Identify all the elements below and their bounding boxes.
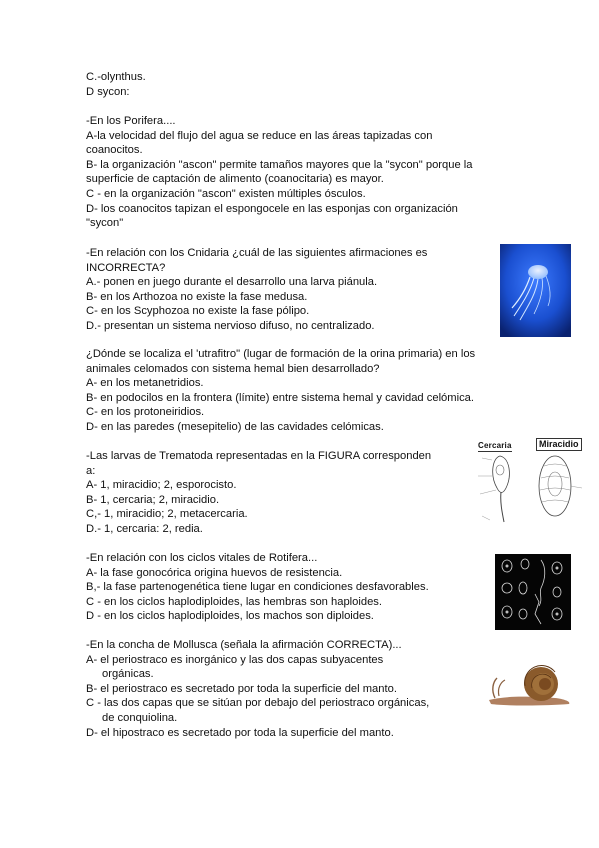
option-text: B- la organización "ascon" permite tamaños mayores que la "sycon" porque la <box>86 158 473 171</box>
snail-image <box>485 660 575 710</box>
option-text: C - en la organización "ascon" existen múltiples ósculos. <box>86 187 366 200</box>
trematoda-figure <box>470 436 584 528</box>
option-text: B- en podocilos en la frontera (límite) entre sistema hemal y cavidad celómica. <box>86 391 475 404</box>
question-text: a: <box>86 464 96 477</box>
option-text: A- en los metanetridios. <box>86 377 204 390</box>
question-porifera <box>86 114 516 231</box>
jellyfish-image <box>500 244 571 337</box>
option-text: B- el periostraco es secretado por toda la superficie del manto. <box>86 682 397 695</box>
question-text: -En la concha de Mollusca (señala la afirmación CORRECTA)... <box>86 639 402 651</box>
option-text: superficie de captación de alimento (coanocitaria) es mayor. <box>86 173 384 186</box>
option-text: B- 1, cercaria; 2, miracidio. <box>86 493 220 506</box>
figure-label-miracidio: Miracidio <box>536 438 582 451</box>
question-text: -En relación con los Cnidaria ¿cuál de las siguientes afirmaciones es <box>86 247 428 259</box>
option-text: D- el hipostraco es secretado por toda la superficie del manto. <box>86 726 394 739</box>
question-mollusca <box>86 638 506 740</box>
intro-line: C.-olynthus. <box>86 71 146 83</box>
question-ultrafiltro <box>86 347 506 435</box>
option-text: A- la fase gonocórica origina huevos de resistencia. <box>86 566 343 579</box>
option-text: de conquiolina. <box>102 711 178 724</box>
option-text: C,- 1, miracidio; 2, metacercaria. <box>86 508 248 521</box>
option-text: C - las dos capas que se sitúan por debajo del periostraco orgánicas, <box>86 697 430 710</box>
option-text: orgánicas. <box>102 668 154 681</box>
option-text: coanocitos. <box>86 144 143 157</box>
option-text: D- en las paredes (mesepitelio) de las cavidades celómicas. <box>86 420 384 433</box>
option-text: B- en los Arthozoa no existe la fase medusa. <box>86 290 308 303</box>
option-text: D.- presentan un sistema nervioso difuso, no centralizado. <box>86 319 375 332</box>
option-text: D - en los ciclos haplodiploides, los machos son diploides. <box>86 610 374 623</box>
intro-block <box>86 70 506 99</box>
option-text: A- 1, miracidio; 2, esporocisto. <box>86 479 237 492</box>
figure-label-cercaria: Cercaria <box>478 441 512 450</box>
option-text: B,- la fase partenogenética tiene lugar en condiciones desfavorables. <box>86 581 429 594</box>
option-text: A.- ponen en juego durante el desarrollo una larva piánula. <box>86 276 378 289</box>
question-text: -Las larvas de Trematoda representadas en la FIGURA corresponden <box>86 450 432 462</box>
option-text: C- en los Scyphozoa no existe la fase pólipo. <box>86 305 310 318</box>
question-text: animales celomados con sistema hemal bien desarrollado? <box>86 362 380 375</box>
option-text: C- en los protoneiridios. <box>86 406 205 419</box>
question-trematoda <box>86 449 506 537</box>
question-text: -En relación con los ciclos vitales de Rotifera... <box>86 552 318 564</box>
option-text: D- los coanocitos tapizan el espongocele en las esponjas con organización <box>86 202 458 215</box>
intro-line: D sycon: <box>86 85 130 98</box>
question-text: ¿Dónde se localiza el 'utrafitro" (lugar de formación de la orina primaria) en los <box>86 348 476 360</box>
option-text: A- el periostraco es inorgánico y las dos capas subyacentes <box>86 653 384 666</box>
option-text: C - en los ciclos haplodiploides, las hembras son haploides. <box>86 595 383 608</box>
option-text: A-la velocidad del flujo del agua se reduce en las áreas tapizadas con <box>86 129 433 142</box>
option-text: "sycon" <box>86 217 124 230</box>
question-text: INCORRECTA? <box>86 261 166 274</box>
question-rotifera <box>86 551 506 624</box>
question-cnidaria <box>86 246 506 334</box>
question-text: -En los Porifera.... <box>86 115 176 127</box>
rotifera-image <box>495 554 571 630</box>
option-text: D.- 1, cercaria: 2, redia. <box>86 522 203 535</box>
